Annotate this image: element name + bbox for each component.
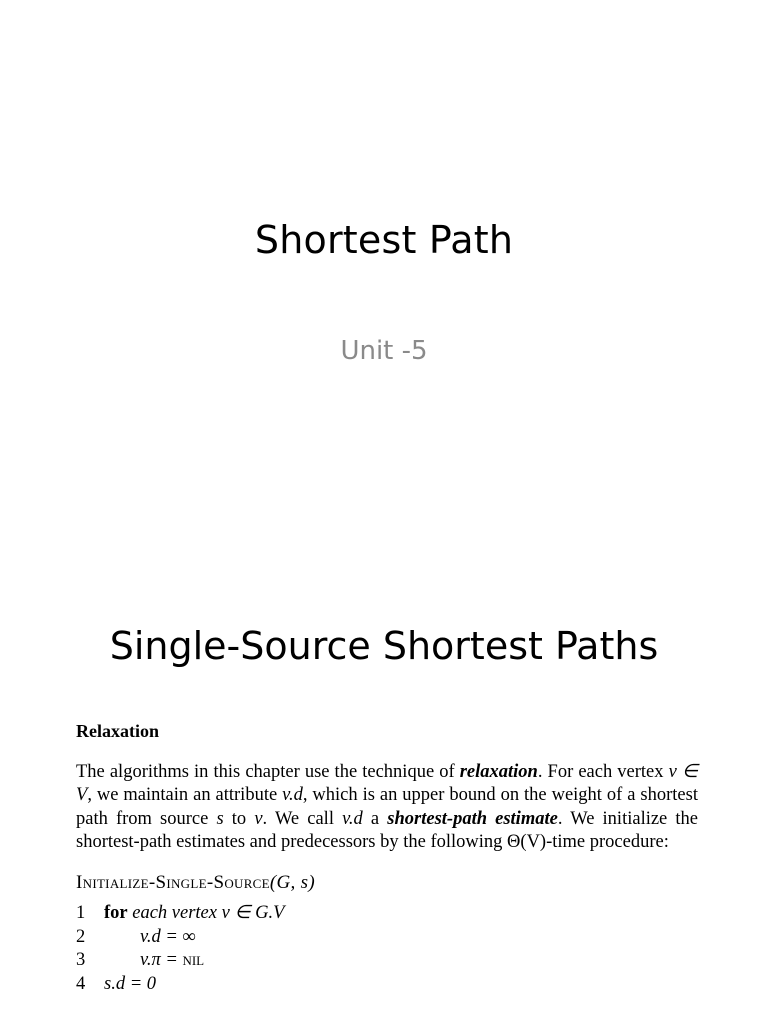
paragraph-text: , we maintain an attribute xyxy=(87,785,283,805)
code-line xyxy=(76,973,698,997)
code-line xyxy=(76,949,698,973)
math-inline: v.d xyxy=(282,785,303,805)
paragraph-text: -time procedure: xyxy=(546,832,669,852)
paragraph-text: . We call xyxy=(262,808,343,829)
code-expression: s.d = 0 xyxy=(104,973,157,994)
procedure-args: (G, s) xyxy=(269,871,315,893)
math-inline: s xyxy=(216,808,224,829)
code-expression: each vertex v ∈ G.V xyxy=(127,903,285,923)
excerpt-heading: Relaxation xyxy=(76,721,159,741)
line-number: 2 xyxy=(76,926,86,947)
paragraph-text: a xyxy=(362,808,388,829)
term-relaxation: relaxation xyxy=(459,761,538,782)
procedure-name xyxy=(76,871,698,895)
paragraph-text: . We initialize the shortest-path estimates and predecessors by the following xyxy=(76,808,698,852)
slide-title: Shortest Path xyxy=(254,218,514,262)
math-inline: Θ(V) xyxy=(507,832,547,852)
keyword: for xyxy=(104,903,128,923)
line-number: 1 xyxy=(76,903,86,923)
paragraph-text: . For each vertex xyxy=(537,761,669,782)
procedure-title: Initialize-Single-Source xyxy=(76,871,270,893)
paragraph-text: , which is an upper bound on the weight of a shortest path from source xyxy=(76,785,698,829)
slide-subtitle: Unit -5 xyxy=(340,336,428,366)
textbook-excerpt xyxy=(76,720,698,996)
term-shortest-path-estimate: shortest-path estimate xyxy=(387,808,558,829)
code-expression: v.d = ∞ xyxy=(140,926,196,947)
code-text xyxy=(104,949,204,973)
code-text xyxy=(104,902,284,926)
line-number: 4 xyxy=(76,973,86,994)
nil-constant: nil xyxy=(182,950,205,970)
code-line xyxy=(76,926,698,950)
section-title: Single-Source Shortest Paths xyxy=(109,624,659,668)
math-inline: v.d xyxy=(342,808,363,829)
code-expression: v.π = xyxy=(140,950,183,970)
math-inline: v xyxy=(254,808,263,829)
excerpt-paragraph xyxy=(76,761,698,855)
math-inline: v ∈ V xyxy=(76,761,698,805)
line-number: 3 xyxy=(76,950,86,970)
paragraph-text: The algorithms in this chapter use the technique of xyxy=(76,761,460,782)
code-text xyxy=(104,926,196,950)
code-line xyxy=(76,902,698,926)
code-text xyxy=(104,973,156,997)
paragraph-text: to xyxy=(223,808,255,829)
